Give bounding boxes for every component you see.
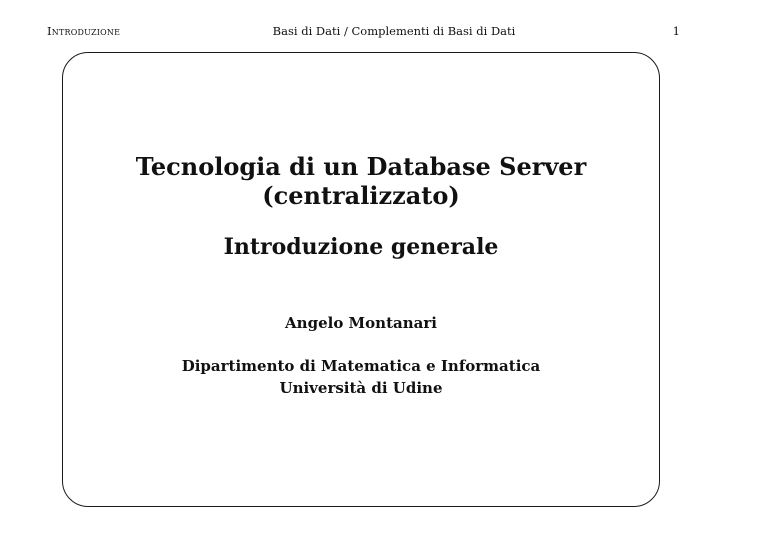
slide-title (62, 152, 660, 210)
title-line-1: Tecnologia di un Database Server (135, 152, 587, 181)
author-name: Angelo Montanari (285, 314, 437, 332)
slide-frame (62, 52, 660, 507)
affiliation (62, 355, 660, 399)
course-title: Basi di Dati / Complementi di Basi di Dati (272, 24, 516, 38)
section-label: Introduzione (47, 24, 121, 38)
university-name: Università di Udine (279, 379, 443, 397)
department-name: Dipartimento di Matematica e Informatica (181, 357, 541, 375)
slide-subtitle: Introduzione generale (223, 234, 499, 260)
title-line-2: (centralizzato) (262, 181, 460, 210)
page-header (0, 24, 768, 40)
page-number: 1 (672, 24, 680, 38)
